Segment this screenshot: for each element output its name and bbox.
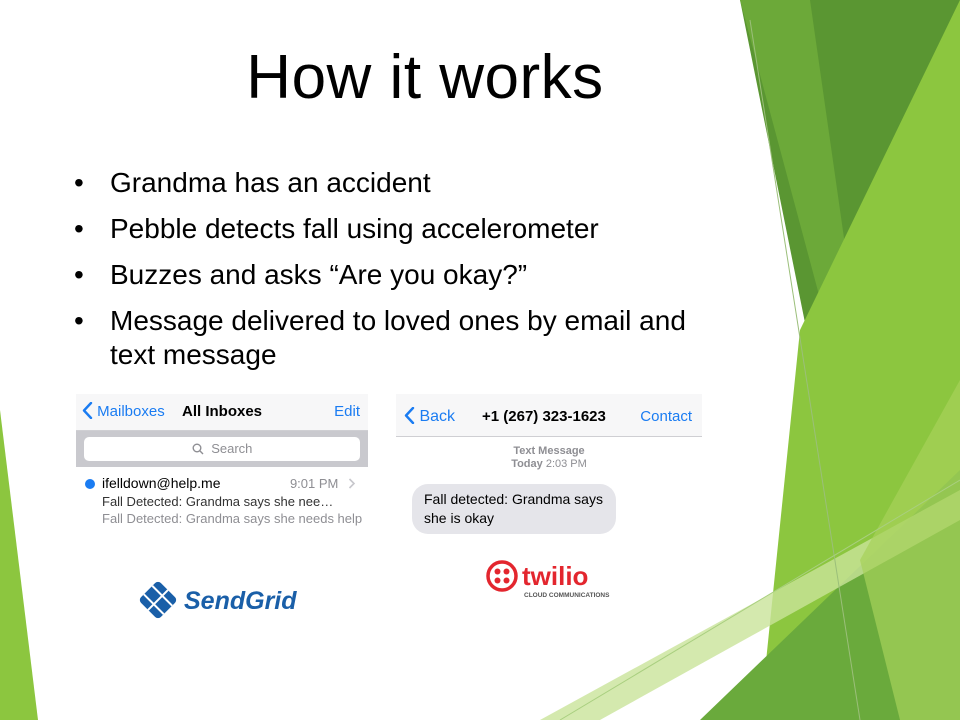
sms-phone-number: +1 (267) 323-1623: [482, 408, 606, 425]
bullet-marker: •: [74, 213, 84, 244]
mail-nav-bar: [76, 394, 368, 431]
mail-edit-button[interactable]: Edit: [334, 403, 360, 420]
sms-back-button[interactable]: [404, 407, 455, 426]
unread-dot-icon: [85, 479, 95, 489]
mail-screenshot: [76, 394, 368, 554]
bullet-item: • Buzzes and asks “Are you okay?”: [74, 259, 528, 290]
twilio-wordmark: twilio: [522, 561, 589, 591]
sms-message-bubble: Fall detected: Grandma says she is okay: [412, 484, 616, 534]
chevron-left-icon: [82, 402, 93, 419]
mail-list-item[interactable]: [76, 467, 368, 528]
mail-subject: Fall Detected: Grandma says she nee…: [102, 494, 334, 509]
search-placeholder: Search: [211, 441, 253, 456]
mail-preview: Fall Detected: Grandma says she needs help: [102, 511, 363, 526]
bullet-item: • Pebble detects fall using accelerometer: [74, 213, 599, 244]
bullet-marker: •: [74, 305, 84, 336]
sms-meta-label: Text Message: [513, 445, 585, 457]
mail-search-bar: [76, 431, 368, 467]
sendgrid-wordmark: SendGrid: [184, 587, 297, 615]
search-icon: [192, 443, 204, 455]
bullet-marker: •: [74, 167, 84, 198]
bullet-item: • Grandma has an accident: [74, 167, 431, 198]
sms-meta-time: 2:03 PM: [545, 458, 587, 470]
sms-back-label: Back: [419, 408, 456, 425]
bullet-marker: •: [74, 259, 84, 290]
sms-screenshot: [396, 394, 702, 544]
slide-title: How it works: [246, 43, 604, 112]
mail-time: 9:01 PM: [290, 476, 356, 491]
mailboxes-back-label: Mailboxes: [97, 403, 165, 420]
mail-sender: ifelldown@help.me: [102, 475, 221, 491]
sendgrid-logo: [136, 576, 312, 629]
mail-search-input[interactable]: [84, 437, 360, 461]
chevron-left-icon: [404, 407, 415, 424]
sms-meta-day: Today: [511, 458, 543, 470]
mail-nav-title: All Inboxes: [182, 403, 263, 420]
chevron-right-icon: [348, 478, 356, 489]
sms-timestamp: [396, 445, 702, 471]
twilio-logo: [486, 560, 616, 605]
bullet-list: [72, 166, 712, 384]
twilio-tagline: CLOUD COMMUNICATIONS: [524, 592, 610, 599]
sms-nav-bar: [396, 394, 702, 437]
sms-contact-button[interactable]: Contact: [640, 408, 692, 425]
bullet-item: • Message delivered to loved ones by email and text message: [74, 305, 686, 370]
mailboxes-back-button[interactable]: [82, 402, 165, 420]
